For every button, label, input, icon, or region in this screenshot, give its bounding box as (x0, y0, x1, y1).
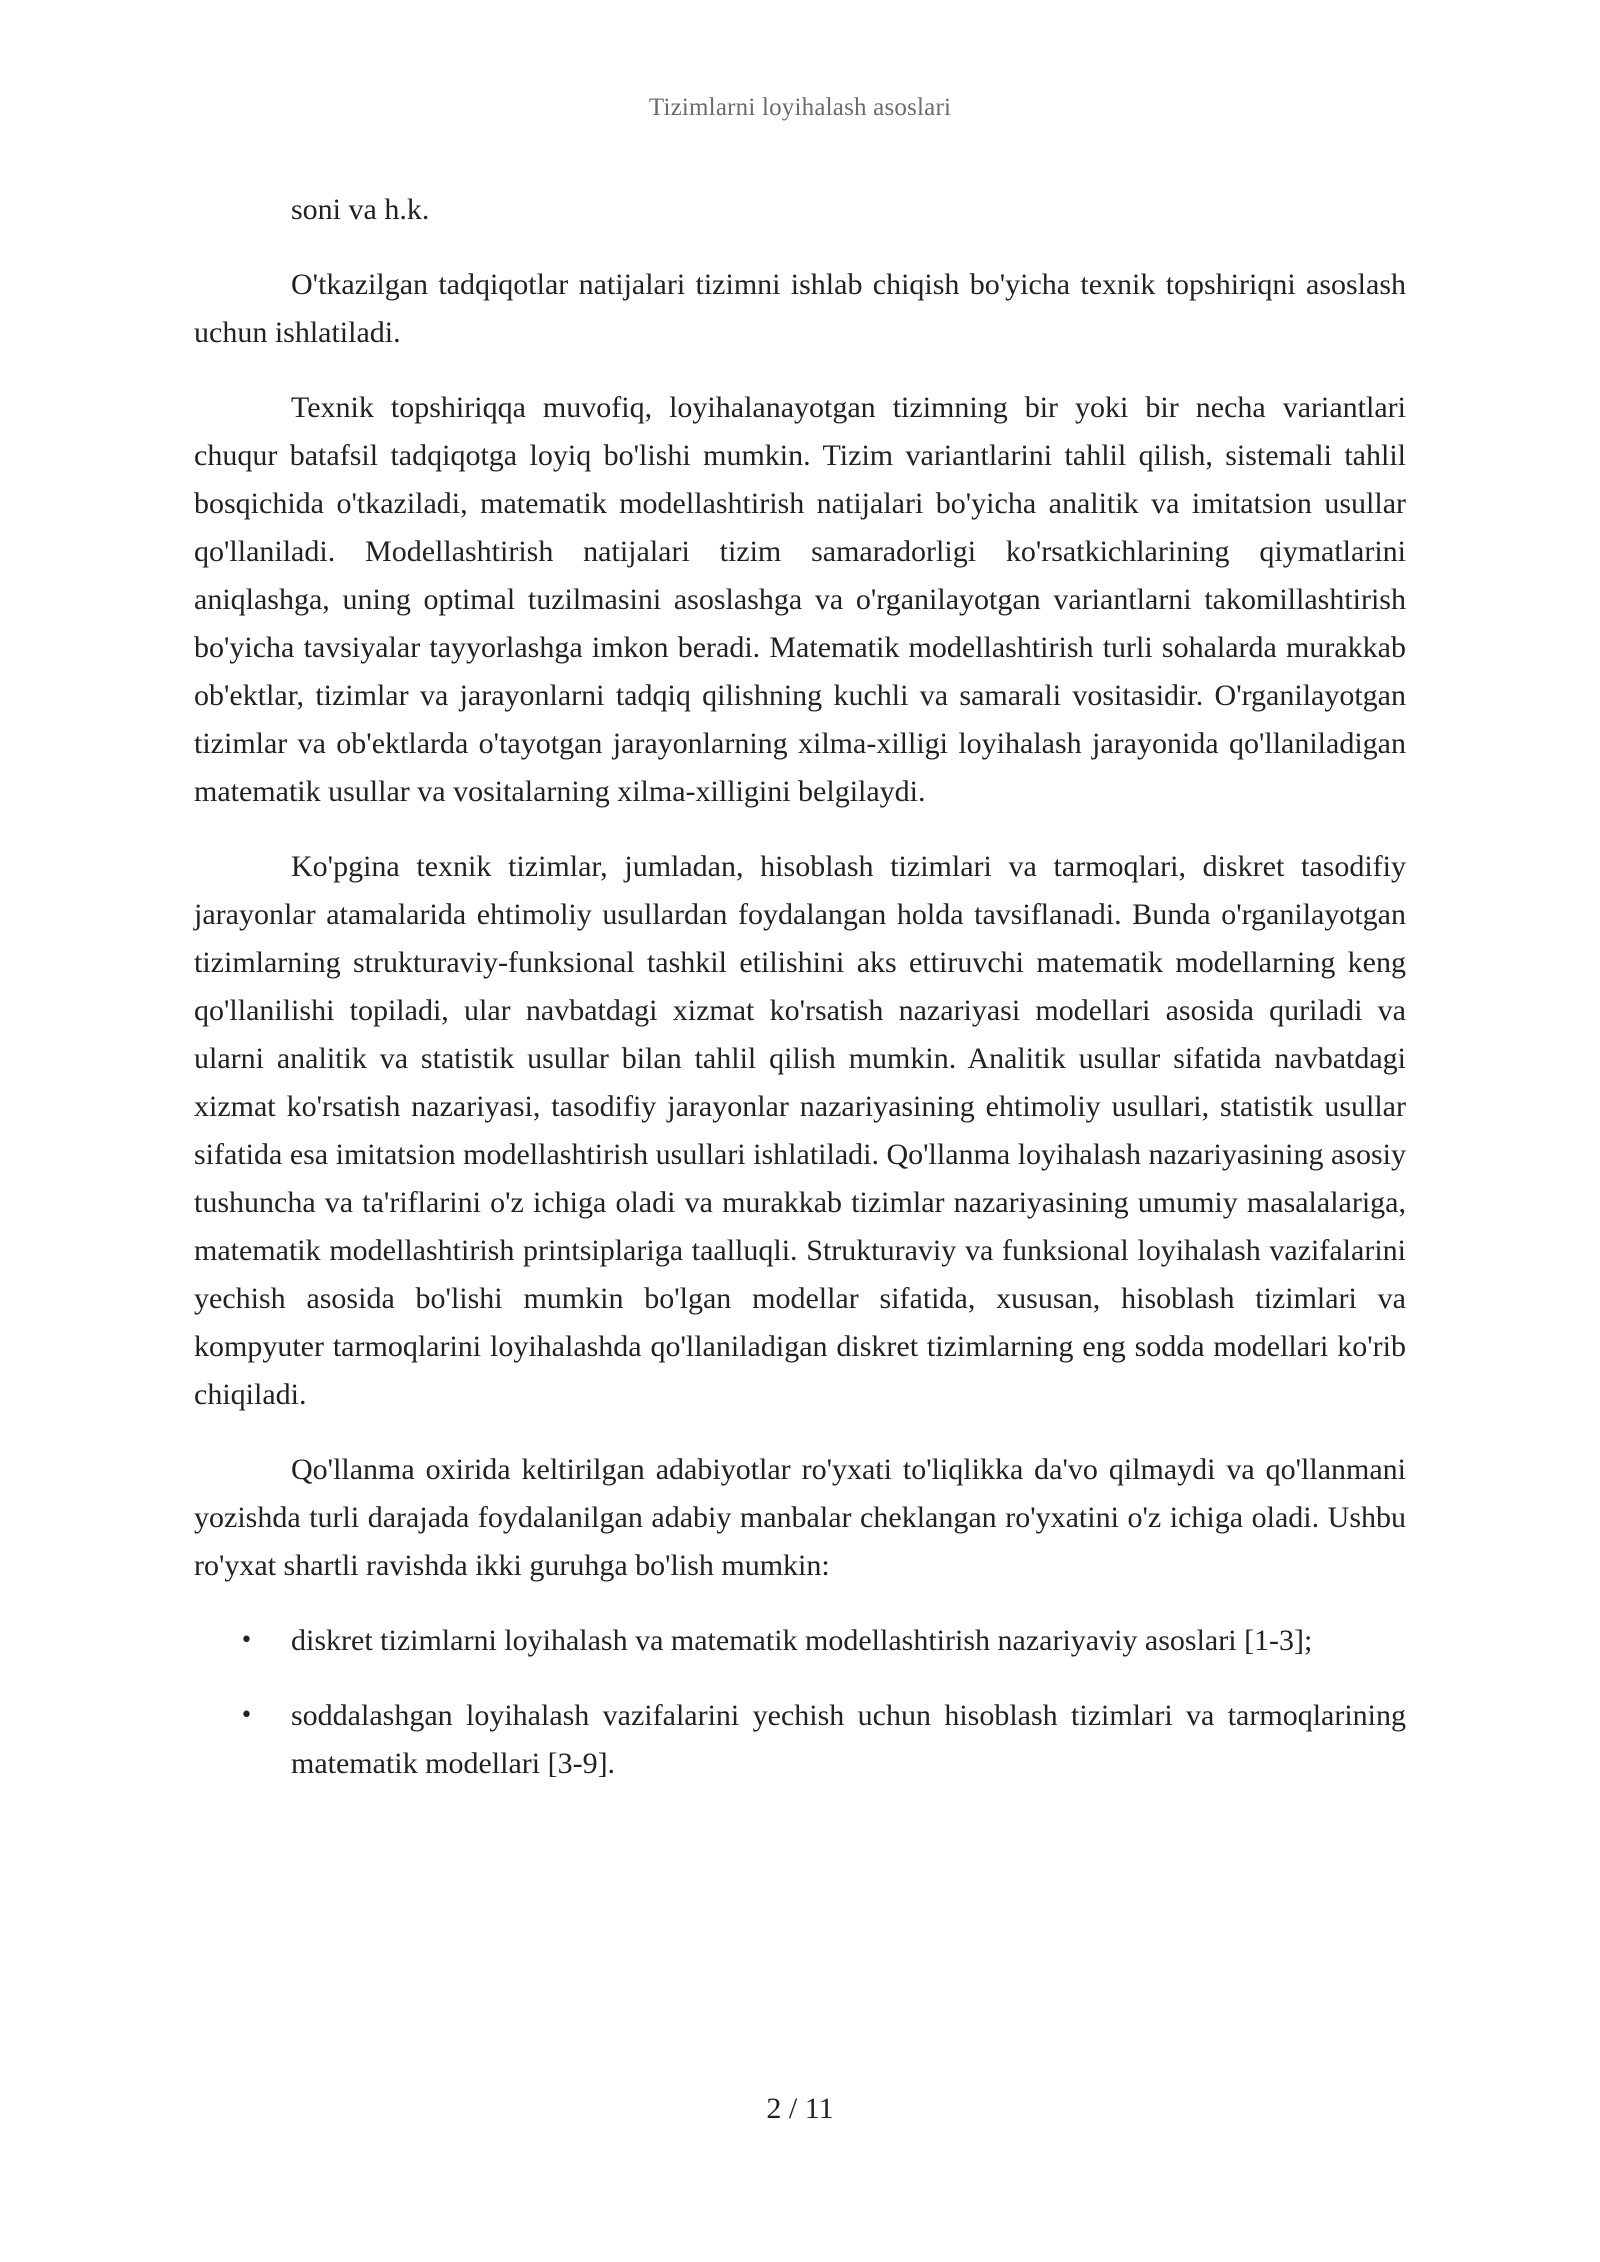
paragraph-technical-systems: Ko'pgina texnik tizimlar, jumladan, hisoblash tizimlari va tarmoqlari, diskret tasodifiy jarayonlar atamalarida ehtimoliy usullardan foydalangan holda tavsiflanadi. Bunda o'rganilayotgan tizimlarning strukturaviy-funksional tashkil etilishini aks ettiruvchi matematik modellarning keng qo'llanilishi topiladi, ular navbatdagi xizmat ko'rsatish nazariyasi modellari asosida quriladi va ularni analitik va statistik usullar bilan tahlil qilish mumkin. Analitik usullar sifatida navbatdagi xizmat ko'rsatish nazariyasi, tasodifiy jarayonlar nazariyasining ehtimoliy usullari, statistik usullar sifatida esa imitatsion modellashtirish usullari ishlatiladi. Qo'llanma loyihalash nazariyasining asosiy tushuncha va ta'riflarini o'z ichiga oladi va murakkab tizimlar nazariyasining umumiy masalalariga, matematik modellashtirish printsiplariga taalluqli. Strukturaviy va funksional loyihalash vazifalarini yechish asosida bo'lishi mumkin bo'lgan modellar sifatida, xususan, hisoblash tizimlari va kompyuter tarmoqlarini loyihalashda qo'llaniladigan diskret tizimlarning eng sodda modellari ko'rib chiqiladi. (194, 850, 1406, 1411)
list-item (194, 1692, 1406, 1788)
list-item-text: diskret tizimlarni loyihalash va matematik modellashtirish nazariyaviy asoslari [1-3]; (291, 1624, 1313, 1657)
bullet-icon: • (240, 1628, 253, 1653)
list-item (194, 1617, 1406, 1665)
paragraph-references-intro: Qo'llanma oxirida keltirilgan adabiyotlar ro'yxati to'liqlikka da'vo qilmaydi va qo'llanmani yozishda turli darajada foydalanilgan adabiy manbalar cheklangan ro'yxatini o'z ichiga oladi. Ushbu ro'yxat shartli ravishda ikki guruhga bo'lish mumkin: (194, 1453, 1406, 1582)
running-header: Tizimlarni loyihalash asoslari (648, 94, 952, 121)
paragraph-technical-assignment: Texnik topshiriqqa muvofiq, loyihalanayotgan tizimning bir yoki bir necha variantlari chuqur batafsil tadqiqotga loyiq bo'lishi mumkin. Tizim variantlarini tahlil qilish, sistemali tahlil bosqichida o'tkaziladi, matematik modellashtirish natijalari bo'yicha analitik va imitatsion usullar qo'llaniladi. Modellashtirish natijalari tizim samaradorligi ko'rsatkichlarining qiymatlarini aniqlashga, uning optimal tuzilmasini asoslashga va o'rganilayotgan variantlarni takomillashtirish bo'yicha tavsiyalar tayyorlashga imkon beradi. Matematik modellashtirish turli sohalarda murakkab ob'ektlar, tizimlar va jarayonlarni tadqiq qilishning kuchli va samarali vositasidir. O'rganilayotgan tizimlar va ob'ektlarda o'tayotgan jarayonlarning xilma-xilligi loyihalash jarayonida qo'llaniladigan matematik usullar va vositalarning xilma-xilligini belgilaydi. (194, 391, 1406, 808)
page-number: 2 / 11 (766, 2092, 834, 2125)
paragraph-research-results: O'tkazilgan tadqiqotlar natijalari tizimni ishlab chiqish bo'yicha texnik topshiriqni asoslash uchun ishlatiladi. (194, 268, 1406, 349)
paragraph-continuation: soni va h.k. (291, 193, 430, 226)
document-body (194, 186, 1406, 1815)
list-item-text: soddalashgan loyihalash vazifalarini yechish uchun hisoblash tizimlari va tarmoqlarining matematik modellari [3-9]. (291, 1699, 1406, 1780)
reference-groups-list (194, 1617, 1406, 1788)
bullet-icon: • (240, 1703, 253, 1728)
